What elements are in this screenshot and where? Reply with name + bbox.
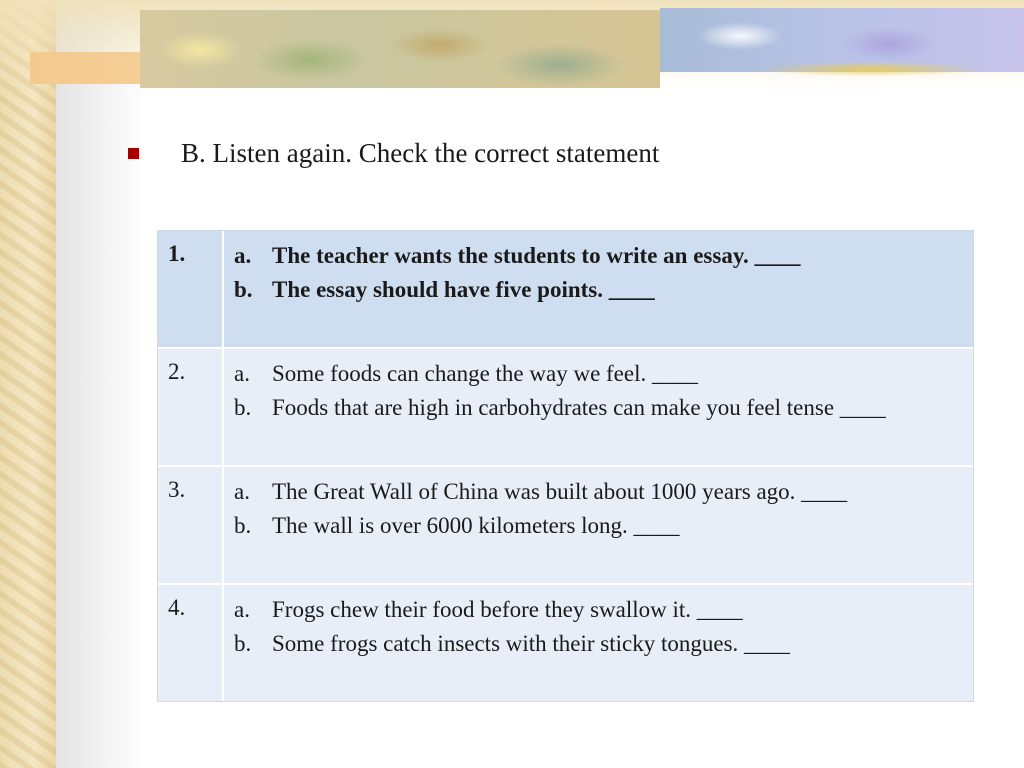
table-row (158, 347, 973, 465)
left-decorative-strip (0, 0, 56, 768)
statement-item (234, 627, 961, 661)
row-number: 3. (158, 467, 224, 583)
slide-heading (128, 138, 659, 169)
statement-item (234, 509, 961, 543)
banner-yellow-flowers (720, 58, 1020, 80)
statement-letter: a. (234, 479, 250, 504)
row-number: 2. (158, 349, 224, 465)
statement-text: Foods that are high in carbohydrates can make you feel tense ____ (272, 395, 886, 420)
row-statements (224, 467, 973, 583)
statement-text: The teacher wants the students to write an essay. ____ (272, 243, 801, 268)
statement-item (234, 475, 961, 509)
heading-text: B. Listen again. Check the correct statement (181, 138, 660, 168)
statement-item (234, 239, 961, 273)
table-row (158, 465, 973, 583)
banner-leaves-image (140, 10, 660, 88)
row-number: 4. (158, 585, 224, 701)
statements-table (157, 230, 974, 702)
statement-letter: b. (234, 513, 252, 538)
statement-item (234, 357, 961, 391)
statement-text: Frogs chew their food before they swallow it. ____ (272, 597, 743, 622)
statement-text: Some foods can change the way we feel. ____ (272, 361, 698, 386)
row-statements (224, 585, 973, 701)
statement-item (234, 593, 961, 627)
row-number: 1. (158, 231, 224, 347)
table-row (158, 583, 973, 701)
row-statements (224, 349, 973, 465)
statement-letter: b. (234, 277, 253, 302)
left-shadow (56, 0, 146, 768)
statement-letter: a. (234, 361, 250, 386)
statement-letter: a. (234, 243, 252, 268)
square-bullet-icon (128, 148, 139, 159)
statement-letter: a. (234, 597, 250, 622)
statement-item (234, 273, 961, 307)
row-statements (224, 231, 973, 347)
statement-text: The Great Wall of China was built about 1000 years ago. ____ (272, 479, 848, 504)
statement-item (234, 391, 961, 425)
top-decorative-banner (0, 0, 1024, 90)
statement-text: The essay should have five points. ____ (272, 277, 655, 302)
statement-letter: b. (234, 631, 252, 656)
statement-letter: b. (234, 395, 252, 420)
statement-text: The wall is over 6000 kilometers long. ____ (272, 513, 680, 538)
table-row (158, 231, 973, 347)
statement-text: Some frogs catch insects with their sticky tongues. ____ (272, 631, 791, 656)
